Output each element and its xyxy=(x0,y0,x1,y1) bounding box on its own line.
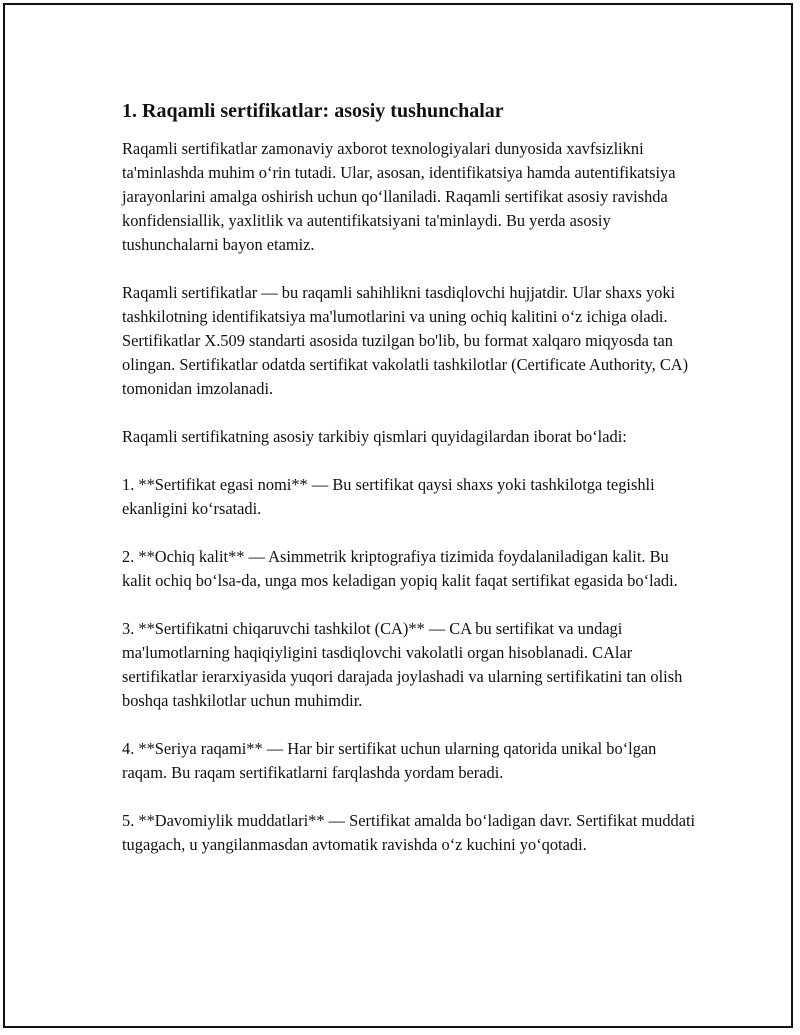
components-intro-paragraph: Raqamli sertifikatning asosiy tarkibiy qismlari quyidagilardan iborat bo‘ladi: xyxy=(122,427,627,446)
list-item-issuer-ca: 3. **Sertifikatni chiqaruvchi tashkilot (CA)** — CA bu sertifikat va undagi ma'lumotlarning haqiqiyligini tasdiqlovchi vakolatli organ hisoblanadi. CAlar sertifikatlar ierarxiyasida yuqori darajada joylashadi va ularning sertifikatini tan olish boshqa tashkilotlar uchun muhimdir. xyxy=(122,619,683,710)
page-frame xyxy=(3,3,793,1028)
section-heading: 1. Raqamli sertifikatlar: asosiy tushunchalar xyxy=(122,100,504,122)
list-item-public-key: 2. **Ochiq kalit** — Asimmetrik kriptografiya tizimida foydalaniladigan kalit. Bu kalit ochiq bo‘lsa-da, unga mos keladigan yopiq kalit faqat sertifikat egasida bo‘ladi. xyxy=(122,547,678,590)
document-body xyxy=(122,97,697,881)
definition-paragraph: Raqamli sertifikatlar — bu raqamli sahihlikni tasdiqlovchi hujjatdir. Ular shaxs yoki tashkilotning identifikatsiya ma'lumotlarini va uning ochiq kalitini o‘z ichiga oladi. Sertifikatlar X.509 standarti asosida tuzilgan bo'lib, bu format xalqaro miqyosda tan olingan. Sertifikatlar odatda sertifikat vakolatli tashkilotlar (Certificate Authority, CA) tomonidan imzolanadi. xyxy=(122,283,689,398)
list-item-serial-number: 4. **Seriya raqami** — Har bir sertifikat uchun ularning qatorida unikal bo‘lgan raqam. Bu raqam sertifikatlarni farqlashda yordam beradi. xyxy=(122,739,657,782)
intro-paragraph: Raqamli sertifikatlar zamonaviy axborot texnologiyalari dunyosida xavfsizlikni ta'minlashda muhim o‘rin tutadi. Ular, asosan, identifikatsiya hamda autentifikatsiya jarayonlarini amalga oshirish uchun qo‘llaniladi. Raqamli sertifikat asosiy ravishda konfidensiallik, yaxlitlik va autentifikatsiyani ta'minlaydi. Bu yerda asosiy tushunchalarni bayon etamiz. xyxy=(122,139,676,254)
list-item-validity-period: 5. **Davomiylik muddatlari** — Sertifikat amalda bo‘ladigan davr. Sertifikat muddati tugagach, u yangilanmasdan avtomatik ravishda o‘z kuchini yo‘qotadi. xyxy=(122,811,696,854)
list-item-owner-name: 1. **Sertifikat egasi nomi** — Bu sertifikat qaysi shaxs yoki tashkilotga tegishli ekanligini ko‘rsatadi. xyxy=(122,475,655,518)
